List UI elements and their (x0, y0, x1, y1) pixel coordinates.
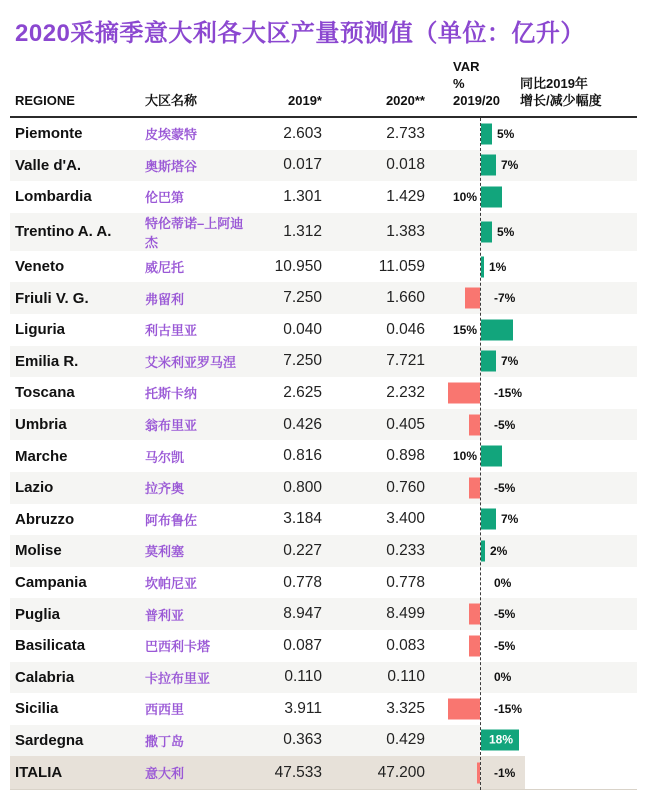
table-row (10, 662, 637, 694)
value-2019: 0.363 (283, 731, 322, 749)
yoy-header-line1: 同比2019年 (520, 76, 588, 91)
var-pct-label: -7% (494, 291, 516, 306)
positive-var-bar (481, 221, 492, 242)
zero-axis-line (480, 118, 481, 790)
region-name: ITALIA (15, 764, 63, 782)
table-row (10, 472, 637, 504)
region-name-cn: 坎帕尼亚 (145, 576, 198, 592)
region-name-cn: 翁布里亚 (145, 418, 198, 434)
value-2019: 10.950 (274, 257, 322, 275)
table-row (10, 118, 637, 150)
negative-var-bar (465, 288, 480, 309)
value-2019: 2.625 (283, 383, 322, 401)
table-row (10, 213, 637, 251)
var-pct-label: 7% (501, 158, 519, 173)
var-pct-label: -1% (494, 765, 516, 780)
column-header-2020: 2020** (385, 93, 425, 108)
region-name-cn: 托斯卡纳 (145, 386, 198, 402)
var-pct-label: -15% (494, 701, 523, 716)
region-name: Veneto (15, 258, 65, 276)
value-2020: 47.200 (377, 763, 425, 781)
yoy-header-line2: 增长/减少幅度 (520, 93, 602, 108)
value-2020: 0.083 (386, 636, 425, 654)
value-2020: 0.429 (386, 731, 425, 749)
var-pct-label: 10% (452, 449, 477, 464)
region-name-cn: 威尼托 (145, 260, 185, 276)
production-table (10, 58, 637, 790)
region-name-cn: 巴西利卡塔 (145, 639, 211, 655)
positive-var-bar (481, 509, 496, 530)
table-row (10, 756, 637, 790)
table-row (10, 251, 637, 283)
region-name: Emilia R. (15, 352, 79, 370)
var-pct-label: 18% (488, 732, 513, 747)
bar-cell (487, 535, 637, 567)
value-2019: 7.250 (283, 289, 322, 307)
negative-var-bar (469, 477, 480, 498)
value-2020: 0.110 (387, 668, 425, 686)
var-pct-label: -5% (494, 638, 516, 653)
value-2020: 2.733 (386, 124, 425, 142)
value-2019: 3.911 (284, 699, 322, 717)
positive-var-bar (481, 351, 496, 372)
negative-var-bar (448, 382, 480, 403)
region-name: Campania (15, 574, 87, 592)
value-2019: 0.227 (283, 541, 322, 559)
table-row (10, 346, 637, 378)
value-2020: 1.429 (386, 187, 425, 205)
region-name-cn: 拉齐奥 (145, 481, 185, 497)
value-2019: 0.800 (283, 478, 322, 496)
region-name-cn: 撒丁岛 (145, 733, 185, 749)
table-row (10, 630, 637, 662)
value-2019: 0.040 (283, 320, 322, 338)
value-2020: 3.325 (386, 699, 425, 717)
var-pct-label: -5% (494, 480, 516, 495)
region-name-cn: 马尔凯 (145, 449, 185, 465)
region-name: Calabria (15, 668, 75, 686)
var-pct-label: 0% (494, 670, 512, 685)
var-pct-label: 7% (501, 512, 519, 527)
var-pct-label: -5% (494, 417, 516, 432)
region-name: Marche (15, 447, 68, 465)
region-name: Trentino A. A. (15, 223, 112, 241)
negative-var-bar (469, 604, 480, 625)
value-2020: 0.046 (386, 320, 425, 338)
column-header-regione: REGIONE (15, 93, 75, 108)
region-name-cn: 艾米利亚罗马涅 (145, 354, 237, 370)
value-2019: 7.250 (283, 352, 322, 370)
region-name-cn: 卡拉布里亚 (145, 670, 211, 686)
value-2020: 11.059 (378, 257, 425, 275)
region-name: Liguria (15, 321, 66, 339)
negative-var-bar (469, 414, 480, 435)
table-row (10, 567, 637, 599)
value-2020: 2.232 (386, 383, 425, 401)
region-name-cn: 奥斯塔谷 (145, 158, 198, 174)
value-2020: 1.383 (386, 222, 425, 240)
positive-var-bar (481, 123, 492, 144)
region-name: Toscana (15, 384, 75, 402)
table-body (10, 118, 637, 790)
value-2020: 7.721 (386, 352, 425, 370)
value-2019: 0.778 (283, 573, 322, 591)
table-row (10, 598, 637, 630)
value-2020: 0.898 (386, 447, 425, 465)
region-name-cn: 利古里亚 (145, 323, 198, 339)
region-name: Abruzzo (15, 510, 75, 528)
region-name: Sardegna (15, 731, 84, 749)
value-2020: 8.499 (386, 605, 425, 623)
region-name: Valle d'A. (15, 156, 82, 174)
var-pct-label: 15% (452, 322, 477, 337)
value-2020: 3.400 (386, 510, 425, 528)
region-name: Friuli V. G. (15, 289, 89, 307)
region-name: Molise (15, 542, 62, 560)
region-name: Piemonte (15, 125, 83, 143)
region-name-cn: 西西里 (145, 702, 185, 718)
region-name: Basilicata (15, 637, 86, 655)
var-pct-label: 1% (489, 259, 507, 274)
var-pct-label: -5% (494, 607, 516, 622)
var-pct-label: 7% (501, 354, 519, 369)
region-name-cn: 意大利 (145, 766, 185, 782)
value-2019: 1.301 (283, 187, 322, 205)
table-header-row (10, 58, 637, 118)
positive-var-bar (481, 256, 484, 277)
var-pct-label: -15% (494, 385, 523, 400)
var-pct-label: 5% (497, 126, 515, 141)
value-2020: 1.660 (386, 289, 425, 307)
positive-var-bar (481, 186, 502, 207)
region-name-cn: 阿布鲁佐 (145, 512, 198, 528)
table-row (10, 535, 637, 567)
value-2020: 0.018 (386, 156, 425, 174)
var-header-line2: 2019/20 (453, 93, 500, 108)
table-row (10, 504, 637, 536)
region-name-cn: 弗留利 (145, 291, 185, 307)
region-name: Lazio (15, 479, 54, 497)
value-2019: 0.816 (283, 447, 322, 465)
value-2019: 0.426 (283, 415, 322, 433)
column-header-region-cn: 大区名称 (145, 93, 198, 108)
positive-var-bar (481, 730, 519, 751)
value-2020: 0.405 (386, 415, 425, 433)
value-2019: 3.184 (283, 510, 322, 528)
table-row (10, 181, 637, 213)
var-pct-label: 2% (490, 543, 508, 558)
positive-var-bar (481, 540, 485, 561)
value-2020: 0.233 (386, 541, 425, 559)
value-2020: 0.778 (386, 573, 425, 591)
value-2019: 2.603 (283, 124, 322, 142)
table-row (10, 725, 637, 757)
table-row (10, 282, 637, 314)
region-name: Sicilia (15, 700, 59, 718)
region-name-cn: 特伦蒂诺–上阿迪杰 (145, 215, 244, 250)
table-row (10, 693, 637, 725)
region-name-cn: 莫利塞 (145, 544, 185, 560)
table-row (10, 377, 637, 409)
bar-cell (487, 181, 637, 213)
table-row (10, 150, 637, 182)
value-2019: 1.312 (283, 222, 322, 240)
bar-cell (487, 440, 637, 472)
var-pct-label: 10% (452, 189, 477, 204)
column-header-2019: 2019* (288, 93, 322, 108)
value-2019: 47.533 (274, 763, 322, 781)
column-header-var-pct (425, 58, 500, 109)
negative-var-bar (469, 635, 480, 656)
value-2019: 8.947 (283, 605, 322, 623)
value-2019: 0.017 (283, 156, 322, 174)
positive-var-bar (481, 319, 513, 340)
region-name: Puglia (15, 605, 61, 623)
value-2019: 0.110 (284, 668, 322, 686)
value-2019: 0.087 (283, 636, 322, 654)
value-2020: 0.760 (386, 478, 425, 496)
table-row (10, 409, 637, 441)
region-name-cn: 伦巴第 (145, 190, 185, 206)
region-name-cn: 普利亚 (145, 607, 185, 623)
table-row (10, 314, 637, 346)
region-name-cn: 皮埃蒙特 (145, 127, 198, 143)
page-title: 2020采摘季意大利各大区产量预测值（单位：亿升） (15, 20, 585, 47)
var-header-line1: VAR % (453, 59, 480, 91)
positive-var-bar (481, 155, 496, 176)
positive-var-bar (481, 446, 502, 467)
var-pct-label: 0% (494, 575, 512, 590)
bar-cell (487, 251, 637, 283)
table-row (10, 440, 637, 472)
var-pct-label: 5% (497, 224, 515, 239)
negative-var-bar (448, 698, 480, 719)
region-name: Lombardia (15, 188, 92, 206)
region-name: Umbria (15, 416, 67, 434)
column-header-yoy-change (487, 75, 637, 109)
